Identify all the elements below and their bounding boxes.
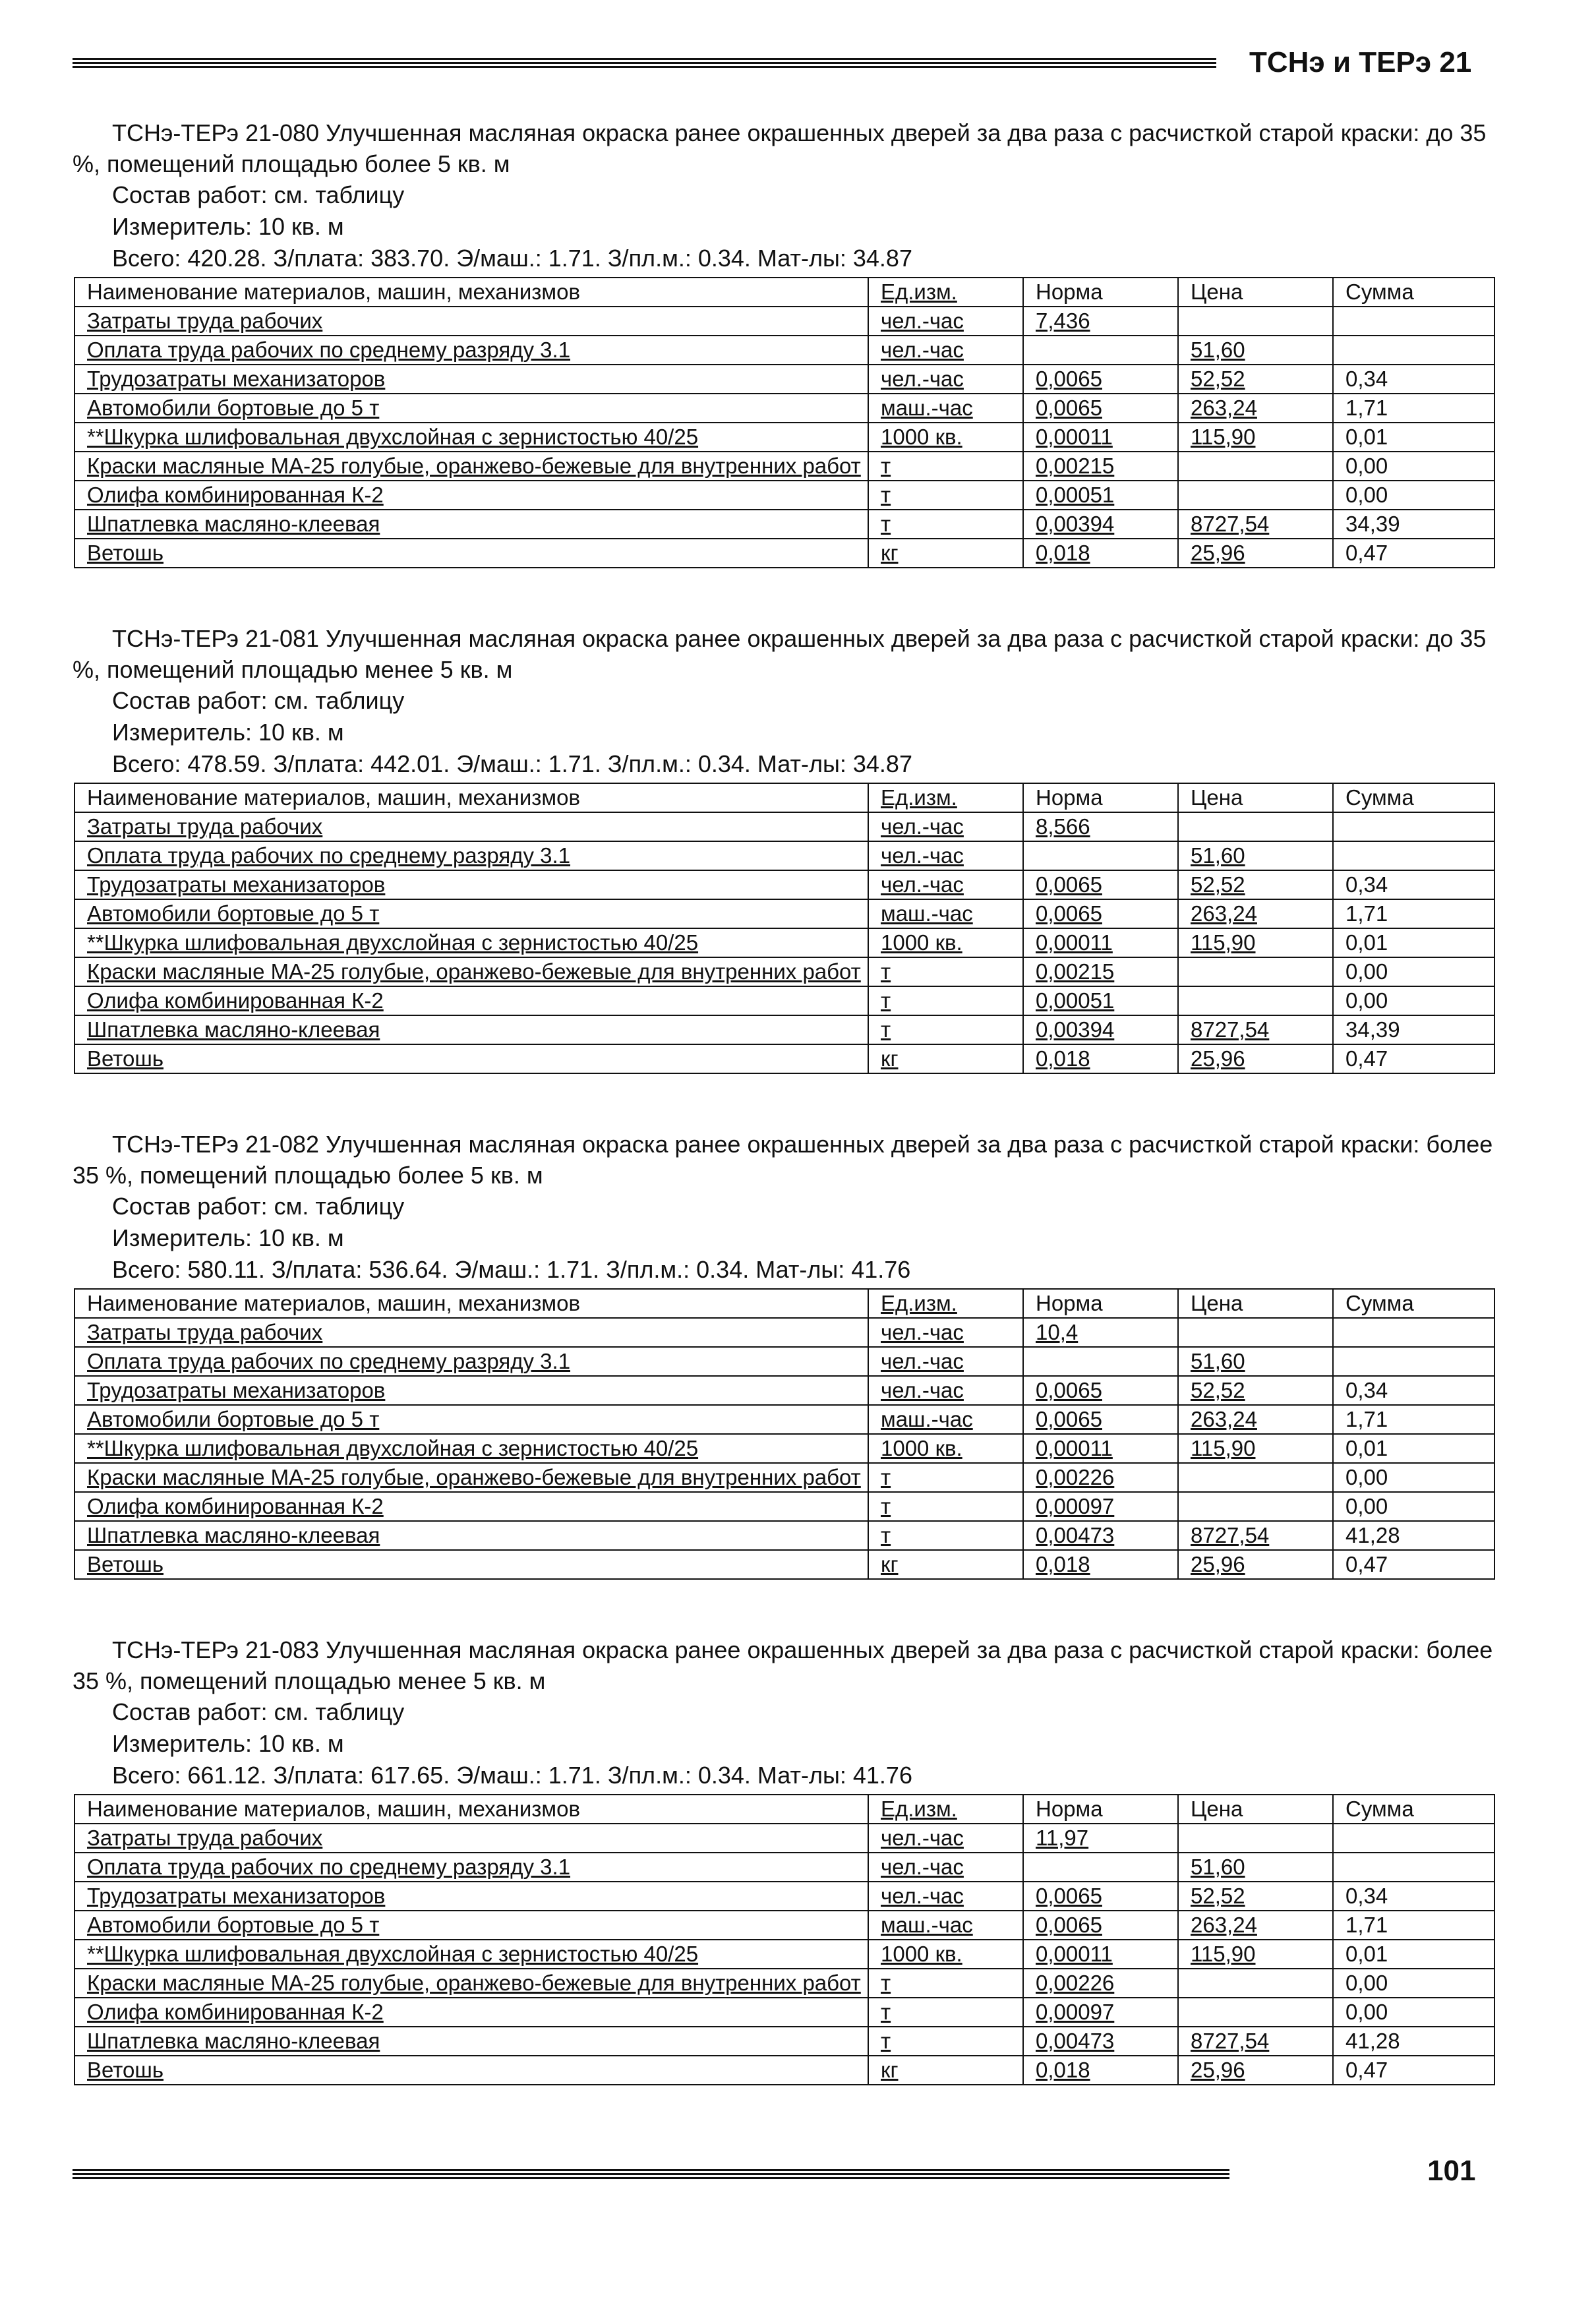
table-row [74,1824,1494,1853]
column-header: Сумма [1333,1289,1494,1318]
table-cell: 0,00394 [1023,510,1178,539]
table-cell: Краски масляные МА-25 голубые, оранжево-бежевые для внутренних работ [74,452,868,481]
table-cell: Олифа комбинированная К-2 [74,1998,868,2027]
table-header-row [74,1795,1494,1824]
table-cell [1178,1463,1333,1492]
table-cell [1178,452,1333,481]
table-cell: чел.-час [868,870,1023,899]
header-rule [73,58,1216,71]
table-cell: 115,90 [1178,423,1333,452]
table-cell: т [868,481,1023,510]
table-cell [1023,336,1178,365]
table-cell: маш.-час [868,1911,1023,1940]
table-cell: 0,01 [1333,1434,1494,1463]
table-cell: чел.-час [868,1882,1023,1911]
table-cell: Затраты труда рабочих [74,1824,868,1853]
table-cell: 0,00 [1333,1463,1494,1492]
column-header: Ед.изм. [868,278,1023,307]
table-cell: 41,28 [1333,2027,1494,2056]
table-cell: **Шкурка шлифовальная двухслойная с зернистостью 40/25 [74,423,868,452]
table-cell: 0,00051 [1023,481,1178,510]
table-cell: 51,60 [1178,1853,1333,1882]
table-row [74,1911,1494,1940]
page-number: 101 [1427,2155,1476,2187]
table-cell: т [868,1998,1023,2027]
table-cell: 0,34 [1333,365,1494,394]
norm-section [73,117,1496,568]
table-cell: 0,00226 [1023,1969,1178,1998]
table-cell: 10,4 [1023,1318,1178,1347]
table-cell [1178,1824,1333,1853]
table-cell: 0,00011 [1023,1434,1178,1463]
table-cell: 0,00097 [1023,1998,1178,2027]
table-row [74,481,1494,510]
table-cell: 0,01 [1333,1940,1494,1969]
table-row [74,1434,1494,1463]
table-cell: 0,00226 [1023,1463,1178,1492]
table-cell [1178,307,1333,336]
table-cell: 51,60 [1178,1347,1333,1376]
table-cell: Олифа комбинированная К-2 [74,986,868,1015]
table-row [74,1463,1494,1492]
column-header: Цена [1178,783,1333,812]
table-row [74,1376,1494,1405]
table-row [74,539,1494,568]
table-cell: 1,71 [1333,899,1494,928]
section-totals: Всего: 661.12. З/плата: 617.65. Э/маш.: 1.71. З/пл.м.: 0.34. Мат-лы: 41.76 [112,1762,912,1789]
column-header: Ед.изм. [868,1795,1023,1824]
table-cell [1178,1998,1333,2027]
table-row [74,1492,1494,1521]
table-cell: 34,39 [1333,510,1494,539]
table-cell: Трудозатраты механизаторов [74,1882,868,1911]
table-cell: кг [868,1044,1023,1073]
table-cell: 0,01 [1333,928,1494,957]
table-cell: Ветошь [74,1044,868,1073]
table-cell: Ветошь [74,539,868,568]
table-cell: 0,00051 [1023,986,1178,1015]
table-row [74,957,1494,986]
table-cell: 0,00473 [1023,2027,1178,2056]
section-totals: Всего: 478.59. З/плата: 442.01. Э/маш.: 1.71. З/пл.м.: 0.34. Мат-лы: 34.87 [112,750,912,777]
table-cell: 0,00215 [1023,452,1178,481]
table-row [74,1044,1494,1073]
table-row [74,423,1494,452]
table-cell: Шпатлевка масляно-клеевая [74,1521,868,1550]
section-title: ТСНэ-ТЕРэ 21-083 Улучшенная масляная окраска ранее окрашенных дверей за два раза с расчисткой старой краски: более 35 %, помещений площадью менее 5 кв. м [73,1636,1493,1694]
table-row [74,870,1494,899]
table-cell: 0,47 [1333,2056,1494,2085]
table-cell: 1000 кв. [868,1940,1023,1969]
column-header: Ед.изм. [868,1289,1023,1318]
table-cell [1333,1318,1494,1347]
table-cell [1333,1853,1494,1882]
table-cell: 0,00 [1333,986,1494,1015]
table-row [74,1882,1494,1911]
section-title: ТСНэ-ТЕРэ 21-081 Улучшенная масляная окраска ранее окрашенных дверей за два раза с расчисткой старой краски: до 35 %, помещений площадью менее 5 кв. м [73,625,1487,683]
table-cell: т [868,1463,1023,1492]
table-cell [1178,957,1333,986]
column-header: Норма [1023,1795,1178,1824]
page-header-title: ТСНэ и ТЕРэ 21 [1249,46,1472,78]
table-cell [1023,841,1178,870]
table-cell: 34,39 [1333,1015,1494,1044]
table-row [74,1853,1494,1882]
table-row [74,1015,1494,1044]
table-header-row [74,278,1494,307]
column-header: Наименование материалов, машин, механизмов [74,1289,868,1318]
column-header: Норма [1023,783,1178,812]
table-cell [1178,986,1333,1015]
table-cell: 52,52 [1178,1376,1333,1405]
table-cell: 0,00011 [1023,928,1178,957]
table-cell: 0,0065 [1023,1405,1178,1434]
table-cell: 7,436 [1023,307,1178,336]
table-cell: Трудозатраты механизаторов [74,870,868,899]
table-cell: Трудозатраты механизаторов [74,365,868,394]
table-cell: 0,00011 [1023,1940,1178,1969]
table-cell: Оплата труда рабочих по среднему разряду 3.1 [74,1347,868,1376]
table-cell: 0,47 [1333,539,1494,568]
table-cell: 0,34 [1333,1376,1494,1405]
table-cell [1333,336,1494,365]
table-cell: чел.-час [868,841,1023,870]
section-meter: Измеритель: 10 кв. м [112,719,344,746]
table-cell: 0,34 [1333,1882,1494,1911]
table-cell: т [868,1492,1023,1521]
table-row [74,1347,1494,1376]
table-cell: чел.-час [868,1824,1023,1853]
table-cell: 1,71 [1333,394,1494,423]
table-cell [1333,1347,1494,1376]
table-cell: 8727,54 [1178,1521,1333,1550]
table-cell: 52,52 [1178,1882,1333,1911]
resources-table [74,1288,1495,1580]
table-cell [1178,1318,1333,1347]
table-cell: **Шкурка шлифовальная двухслойная с зернистостью 40/25 [74,928,868,957]
table-cell: 0,0065 [1023,1376,1178,1405]
norm-section [73,623,1496,1074]
table-cell: 263,24 [1178,394,1333,423]
table-cell: **Шкурка шлифовальная двухслойная с зернистостью 40/25 [74,1940,868,1969]
column-header: Цена [1178,1289,1333,1318]
table-cell: 1000 кв. [868,1434,1023,1463]
section-meter: Измеритель: 10 кв. м [112,213,344,240]
table-cell: Оплата труда рабочих по среднему разряду 3.1 [74,336,868,365]
table-header-row [74,1289,1494,1318]
table-cell: 0,00 [1333,1998,1494,2027]
table-cell: чел.-час [868,307,1023,336]
table-cell [1023,1347,1178,1376]
table-cell: Трудозатраты механизаторов [74,1376,868,1405]
table-cell: 0,018 [1023,1044,1178,1073]
table-cell: 0,018 [1023,539,1178,568]
table-cell: Шпатлевка масляно-клеевая [74,2027,868,2056]
table-cell: 52,52 [1178,365,1333,394]
table-row [74,986,1494,1015]
table-row [74,307,1494,336]
footer-rule [73,2169,1229,2182]
table-cell: Шпатлевка масляно-клеевая [74,510,868,539]
table-row [74,2027,1494,2056]
table-cell: маш.-час [868,899,1023,928]
resources-table [74,1794,1495,2085]
table-cell: чел.-час [868,1376,1023,1405]
table-cell: 0,00011 [1023,423,1178,452]
table-cell [1178,481,1333,510]
section-title: ТСНэ-ТЕРэ 21-080 Улучшенная масляная окраска ранее окрашенных дверей за два раза с расчисткой старой краски: до 35 %, помещений площадью более 5 кв. м [73,119,1487,177]
table-cell: 51,60 [1178,336,1333,365]
table-cell: 0,00 [1333,957,1494,986]
table-cell: 25,96 [1178,1044,1333,1073]
table-cell: Автомобили бортовые до 5 т [74,1911,868,1940]
section-composition: Состав работ: см. таблицу [112,181,405,208]
table-cell: т [868,957,1023,986]
column-header: Наименование материалов, машин, механизмов [74,278,868,307]
table-cell: 0,01 [1333,423,1494,452]
table-cell: маш.-час [868,394,1023,423]
table-row [74,899,1494,928]
table-cell: 115,90 [1178,1940,1333,1969]
table-row [74,1521,1494,1550]
table-cell: Краски масляные МА-25 голубые, оранжево-бежевые для внутренних работ [74,1969,868,1998]
column-header: Ед.изм. [868,783,1023,812]
table-cell: 1,71 [1333,1911,1494,1940]
column-header: Цена [1178,278,1333,307]
table-cell: кг [868,2056,1023,2085]
table-cell: т [868,452,1023,481]
table-cell: чел.-час [868,1853,1023,1882]
table-cell: 0,00 [1333,452,1494,481]
table-cell: 0,018 [1023,2056,1178,2085]
table-row [74,510,1494,539]
table-row [74,928,1494,957]
table-row [74,1550,1494,1579]
table-cell: Автомобили бортовые до 5 т [74,394,868,423]
norm-section [73,1129,1496,1580]
table-cell: 25,96 [1178,539,1333,568]
table-cell: 0,0065 [1023,870,1178,899]
table-cell: 25,96 [1178,2056,1333,2085]
table-cell: Автомобили бортовые до 5 т [74,1405,868,1434]
table-cell [1178,812,1333,841]
section-title: ТСНэ-ТЕРэ 21-082 Улучшенная масляная окраска ранее окрашенных дверей за два раза с расчисткой старой краски: более 35 %, помещений площадью более 5 кв. м [73,1131,1493,1189]
table-cell: 0,47 [1333,1044,1494,1073]
table-cell: Шпатлевка масляно-клеевая [74,1015,868,1044]
table-cell: 51,60 [1178,841,1333,870]
table-cell: 0,0065 [1023,899,1178,928]
table-header-row [74,783,1494,812]
column-header: Сумма [1333,1795,1494,1824]
table-cell: Затраты труда рабочих [74,1318,868,1347]
table-cell: Краски масляные МА-25 голубые, оранжево-бежевые для внутренних работ [74,957,868,986]
table-cell: 0,00473 [1023,1521,1178,1550]
table-cell: Автомобили бортовые до 5 т [74,899,868,928]
table-cell: чел.-час [868,365,1023,394]
table-cell: **Шкурка шлифовальная двухслойная с зернистостью 40/25 [74,1434,868,1463]
table-cell: 0,34 [1333,870,1494,899]
section-composition: Состав работ: см. таблицу [112,1193,405,1220]
table-cell: т [868,1015,1023,1044]
table-cell: кг [868,1550,1023,1579]
table-cell: 1,71 [1333,1405,1494,1434]
table-row [74,2056,1494,2085]
table-cell: 0,47 [1333,1550,1494,1579]
table-cell: 1000 кв. [868,423,1023,452]
table-cell: 0,00215 [1023,957,1178,986]
table-cell: чел.-час [868,812,1023,841]
table-cell: 0,00394 [1023,1015,1178,1044]
table-cell: Олифа комбинированная К-2 [74,1492,868,1521]
table-row [74,1318,1494,1347]
table-cell: 0,00 [1333,1969,1494,1998]
column-header: Цена [1178,1795,1333,1824]
table-cell: 0,0065 [1023,394,1178,423]
table-cell: т [868,1521,1023,1550]
table-cell: 52,52 [1178,870,1333,899]
table-cell: маш.-час [868,1405,1023,1434]
column-header: Сумма [1333,278,1494,307]
table-cell: 263,24 [1178,1405,1333,1434]
table-cell [1333,812,1494,841]
table-cell: чел.-час [868,1347,1023,1376]
table-cell: 115,90 [1178,928,1333,957]
table-row [74,841,1494,870]
table-row [74,812,1494,841]
table-cell [1178,1969,1333,1998]
table-row [74,365,1494,394]
column-header: Сумма [1333,783,1494,812]
column-header: Наименование материалов, машин, механизмов [74,783,868,812]
table-row [74,394,1494,423]
table-cell [1333,841,1494,870]
table-cell [1333,307,1494,336]
resources-table [74,277,1495,568]
table-cell: т [868,986,1023,1015]
table-cell: Олифа комбинированная К-2 [74,481,868,510]
resources-table [74,783,1495,1074]
table-cell: 0,0065 [1023,365,1178,394]
table-cell: 263,24 [1178,899,1333,928]
section-composition: Состав работ: см. таблицу [112,687,405,714]
table-cell [1178,1492,1333,1521]
table-cell: Затраты труда рабочих [74,307,868,336]
table-cell: т [868,510,1023,539]
table-cell: 0,018 [1023,1550,1178,1579]
section-totals: Всего: 420.28. З/плата: 383.70. Э/маш.: 1.71. З/пл.м.: 0.34. Мат-лы: 34.87 [112,245,912,272]
section-meter: Измеритель: 10 кв. м [112,1224,344,1251]
table-row [74,1940,1494,1969]
table-cell: чел.-час [868,336,1023,365]
column-header: Наименование материалов, машин, механизмов [74,1795,868,1824]
table-cell: 0,00 [1333,1492,1494,1521]
table-cell: 0,00 [1333,481,1494,510]
table-cell: 8727,54 [1178,1015,1333,1044]
table-cell: т [868,1969,1023,1998]
table-cell: т [868,2027,1023,2056]
table-cell: Оплата труда рабочих по среднему разряду 3.1 [74,1853,868,1882]
table-cell: 25,96 [1178,1550,1333,1579]
table-cell: Ветошь [74,2056,868,2085]
section-composition: Состав работ: см. таблицу [112,1698,405,1725]
norm-section [73,1634,1496,2085]
table-cell: 115,90 [1178,1434,1333,1463]
table-cell: Краски масляные МА-25 голубые, оранжево-бежевые для внутренних работ [74,1463,868,1492]
table-cell: 8727,54 [1178,2027,1333,2056]
table-cell: 1000 кв. [868,928,1023,957]
table-cell [1023,1853,1178,1882]
table-cell: 8727,54 [1178,510,1333,539]
table-cell: Ветошь [74,1550,868,1579]
table-cell: 11,97 [1023,1824,1178,1853]
table-row [74,1998,1494,2027]
table-cell: Оплата труда рабочих по среднему разряду 3.1 [74,841,868,870]
table-cell: 0,0065 [1023,1911,1178,1940]
column-header: Норма [1023,1289,1178,1318]
table-row [74,336,1494,365]
table-row [74,452,1494,481]
section-meter: Измеритель: 10 кв. м [112,1730,344,1757]
table-cell: 41,28 [1333,1521,1494,1550]
table-row [74,1405,1494,1434]
table-cell: кг [868,539,1023,568]
table-cell: чел.-час [868,1318,1023,1347]
table-cell: 0,0065 [1023,1882,1178,1911]
table-row [74,1969,1494,1998]
section-totals: Всего: 580.11. З/плата: 536.64. Э/маш.: 1.71. З/пл.м.: 0.34. Мат-лы: 41.76 [112,1256,911,1283]
column-header: Норма [1023,278,1178,307]
table-cell: 0,00097 [1023,1492,1178,1521]
table-cell: Затраты труда рабочих [74,812,868,841]
table-cell: 263,24 [1178,1911,1333,1940]
table-cell [1333,1824,1494,1853]
table-cell: 8,566 [1023,812,1178,841]
